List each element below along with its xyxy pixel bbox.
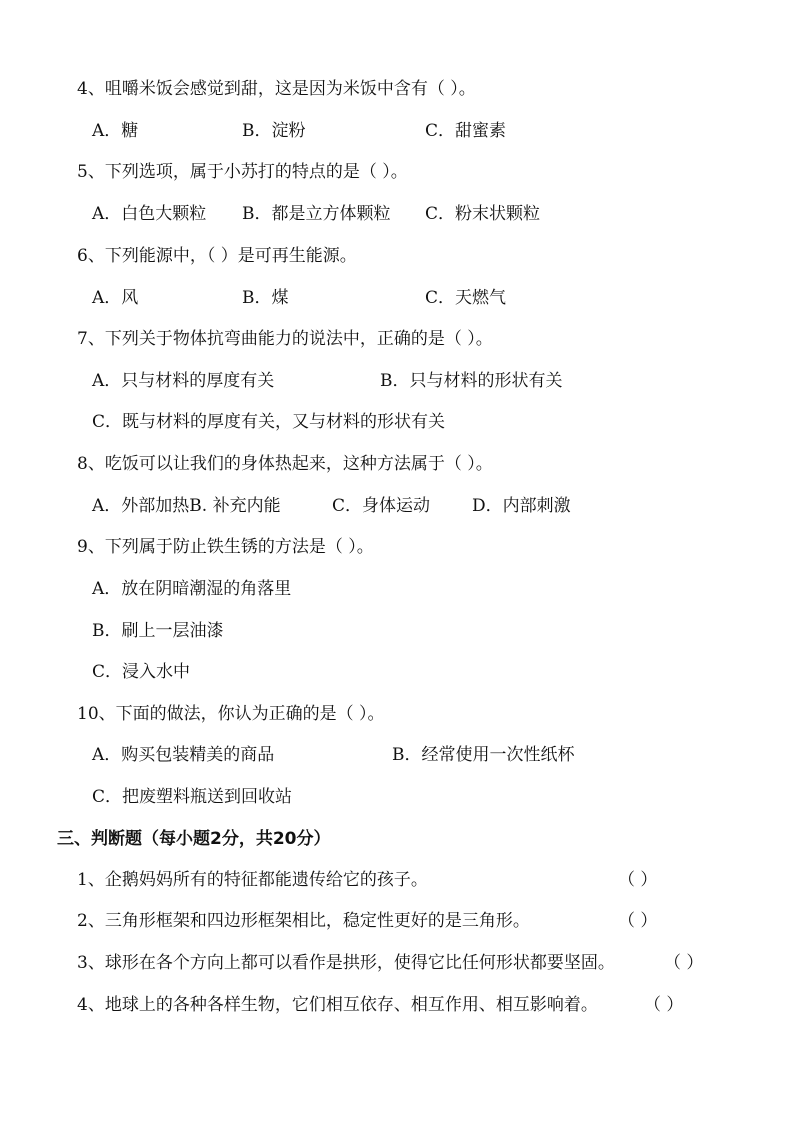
- judge-item-4-answer: （ ）: [644, 995, 684, 1015]
- question-5-option-a: A．白色大颗粒: [92, 204, 207, 224]
- question-6-option-c: C．天燃气: [425, 288, 507, 308]
- section-3-title: 三、判断题（每小题2分，共20分）: [57, 829, 331, 849]
- question-4-option-b: B．淀粉: [242, 121, 306, 141]
- question-9-option-a: A．放在阴暗潮湿的角落里: [92, 579, 292, 599]
- question-7-option-c: C．既与材料的厚度有关，又与材料的形状有关: [92, 412, 446, 432]
- judge-item-3-answer: （ ）: [664, 953, 704, 973]
- question-4-option-c: C．甜蜜素: [425, 121, 507, 141]
- judge-item-2-answer: （ ）: [618, 911, 658, 931]
- question-4-stem: 4、咀嚼米饭会感觉到甜，这是因为米饭中含有（ ）。: [77, 79, 476, 99]
- question-4-option-a: A．糖: [92, 121, 139, 141]
- question-10-option-b: B．经常使用一次性纸杯: [392, 745, 575, 765]
- question-10-option-c: C．把废塑料瓶送到回收站: [92, 787, 293, 807]
- judge-item-4: 4、地球上的各种各样生物，它们相互依存、相互作用、相互影响着。: [77, 995, 598, 1015]
- question-6-option-b: B．煤: [242, 288, 289, 308]
- question-8-option-ab: A．外部加热B. 补充内能: [92, 496, 281, 516]
- question-5-option-b: B．都是立方体颗粒: [242, 204, 391, 224]
- question-7-option-b: B．只与材料的形状有关: [380, 371, 563, 391]
- question-8-stem: 8、吃饭可以让我们的身体热起来，这种方法属于（ ）。: [77, 454, 493, 474]
- question-9-option-b: B．刷上一层油漆: [92, 621, 224, 641]
- question-8-option-d: D．内部刺激: [472, 496, 571, 516]
- question-10-stem: 10、下面的做法，你认为正确的是（ ）。: [77, 704, 385, 724]
- question-6-option-a: A．风: [92, 288, 139, 308]
- question-9-option-c: C．浸入水中: [92, 662, 191, 682]
- question-7-stem: 7、下列关于物体抗弯曲能力的说法中，正确的是（ ）。: [77, 329, 493, 349]
- question-9-stem: 9、下列属于防止铁生锈的方法是（ ）。: [77, 537, 374, 557]
- judge-item-1: 1、企鹅妈妈所有的特征都能遗传给它的孩子。: [77, 870, 428, 890]
- question-5-option-c: C．粉末状颗粒: [425, 204, 541, 224]
- judge-item-1-answer: （ ）: [618, 870, 658, 890]
- judge-item-3: 3、球形在各个方向上都可以看作是拱形，使得它比任何形状都要坚固。: [77, 953, 615, 973]
- question-7-option-a: A．只与材料的厚度有关: [92, 371, 275, 391]
- question-6-stem: 6、下列能源中，（ ）是可再生能源。: [77, 246, 357, 266]
- judge-item-2: 2、三角形框架和四边形框架相比，稳定性更好的是三角形。: [77, 911, 530, 931]
- question-10-option-a: A．购买包装精美的商品: [92, 745, 275, 765]
- question-8-option-c: C．身体运动: [332, 496, 431, 516]
- question-5-stem: 5、下列选项，属于小苏打的特点的是（ ）。: [77, 162, 408, 182]
